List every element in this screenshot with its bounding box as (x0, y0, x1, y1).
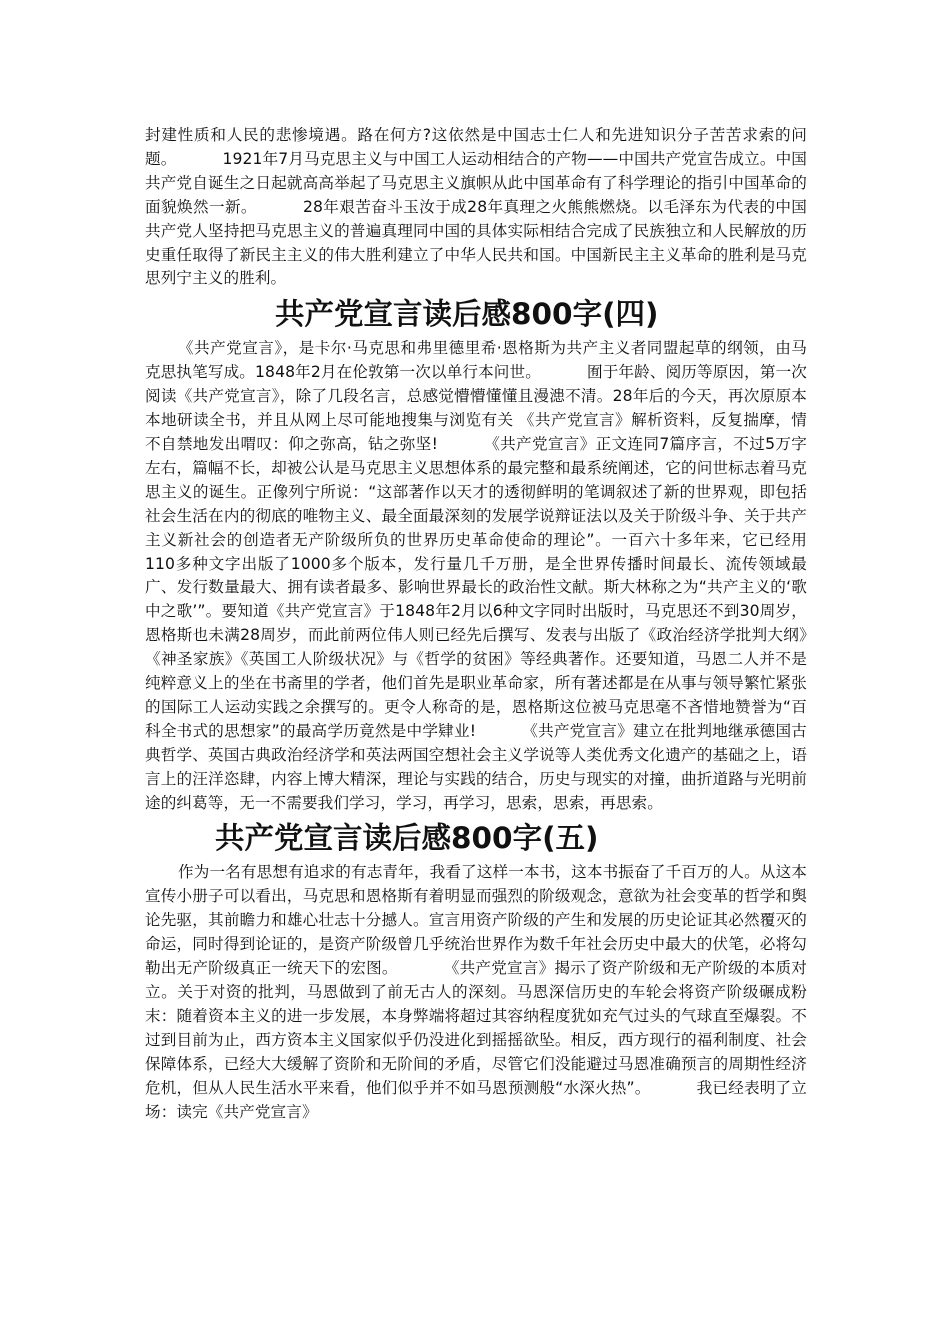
section4-text-4: 《共产党宣言》建立在批判地继承德国古典哲学、英国古典政治经济学和英法两国空想社会主义学说等人类优秀文化遗产的基础之上，语言上的汪洋恣肆，内容上博大精深，理论与实践的结合，历史与现实的对撞，曲折道路与光明前途的纠葛等，无一不需要我们学习，学习，再学习，思索，思索，再思索。 (145, 721, 807, 812)
section-title-5: 共产党宣言读后感800字(五) (215, 821, 599, 856)
section5-text-1: 作为一名有思想有追求的有志青年，我看了这样一本书，这本书振奋了千百万的人。从这本宣传小册子可以看出，马克思和恩格斯有着明显而强烈的阶级观念，意欲为社会变革的哲学和舆论先驱，其前瞻力和雄心壮志十分撼人。宣言用资产阶级的产生和发展的历史论证其必然覆灭的命运，同时得到论证的，是资产阶级曾几乎统治世界作为数千年社会历史中最大的伏笔，必将勾勒出无产阶级真正一统天下的宏图。 (145, 863, 807, 978)
section4-text-2: 囿于年龄、阅历等原因，第一次阅读《共产党宣言》，除了几段名言，总感觉懵懵懂懂且漫漶不清。28年后的今天，再次原原本本地研读全书，并且从网上尽可能地搜集与浏览有关 《共产党宣言》解析资料，反复揣摩，情不自禁地发出喟叹：仰之弥高，钻之弥坚! (145, 363, 807, 453)
body-paragraph-section5 (145, 861, 807, 1124)
body-paragraph-section4 (145, 337, 807, 815)
section4-text-1: 《共产党宣言》，是卡尔·马克思和弗里德里希·恩格斯为共产主义者同盟起草的纲领，由马克思执笔写成。1848年2月在伦敦第一次以单行本问世。 (145, 339, 807, 382)
section-title-4: 共产党宣言读后感800字(四) (275, 297, 659, 332)
body-paragraph-section3-tail (145, 124, 807, 291)
section4-text-3: 《共产党宣言》正文连同7篇序言，不过5万字左右，篇幅不长，却被公认是马克思主义思想体系的最完整和最系统阐述，它的问世标志着马克思主义的诞生。正像列宁所说：“这部著作以天才的透彻鲜明的笔调叙述了新的世界观，即包括社会生活在内的彻底的唯物主义、最全面最深刻的发展学说辩证法以及关于阶级斗争、关于共产主义新社会的创造者无产阶级所负的世界历史革命使命的理论”。一百六十多年来，它已经用110多种文字出版了1000多个版本，发行量几千万册，是全世界传播时间最长、流传领域最广、发行数量最大、拥有读者最多、影响世界最长的政治性文献。斯大林称之为“共产主义的‘歌中之歌’”。要知道《共产党宣言》于1848年2月以6种文字同时出版时，马克思还不到30周岁，恩格斯也未满28周岁，而此前两位伟人则已经先后撰写、发表与出版了《政治经济学批判大纲》《神圣家族》《英国工人阶级状况》与《哲学的贫困》等经典著作。还要知道，马恩二人并不是纯粹意义上的坐在书斋里的学者，他们首先是职业革命家，所有著述都是在从事与领导繁忙紧张的国际工人运动实践之余撰写的。更令人称奇的是，恩格斯这位被马克思毫不吝惜地赞誉为“百科全书式的思想家”的最高学历竟然是中学肄业! (145, 434, 807, 740)
section5-text-2: 《共产党宣言》揭示了资产阶级和无产阶级的本质对立。关于对资的批判，马恩做到了前无古人的深刻。马恩深信历史的车轮会将资产阶级碾成粉末：随着资本主义的进一步发展，本身弊端将超过其容纳程度犹如充气过头的气球直至爆裂。不过到目前为止，西方资本主义国家似乎仍没进化到摇摇欲坠。相反，西方现行的福利制度、社会保障体系，已经大大缓解了资阶和无阶间的矛盾，尽管它们没能避过马恩准确预言的周期性经济危机，但从人民生活水平来看，他们似乎并不如马恩预测般“水深火热”。 (145, 959, 807, 1097)
document-page (145, 124, 807, 1124)
section3-text-3: 28年艰苦奋斗玉汝于成28年真理之火熊熊燃烧。以毛泽东为代表的中国共产党人坚持把马克思主义的普遍真理同中国的具体实际相结合完成了民族独立和人民解放的历史重任取得了新民主主义的伟大胜利建立了中华人民共和国。中国新民主主义革命的胜利是马克思列宁主义的胜利。 (145, 197, 807, 288)
section3-text-2: 1921年7月马克思主义与中国工人运动相结合的产物——中国共产党宣告成立。中国共产党自诞生之日起就高高举起了马克思主义旗帜从此中国革命有了科学理论的指引中国革命的面貌焕然一新。 (145, 149, 808, 216)
section3-text-1: 封建性质和人民的悲惨境遇。路在何方?这依然是中国志士仁人和先进知识分子苦苦求索的问题。 (145, 126, 807, 168)
section5-text-3: 我已经表明了立场：读完《共产党宣言》 (145, 1078, 807, 1121)
